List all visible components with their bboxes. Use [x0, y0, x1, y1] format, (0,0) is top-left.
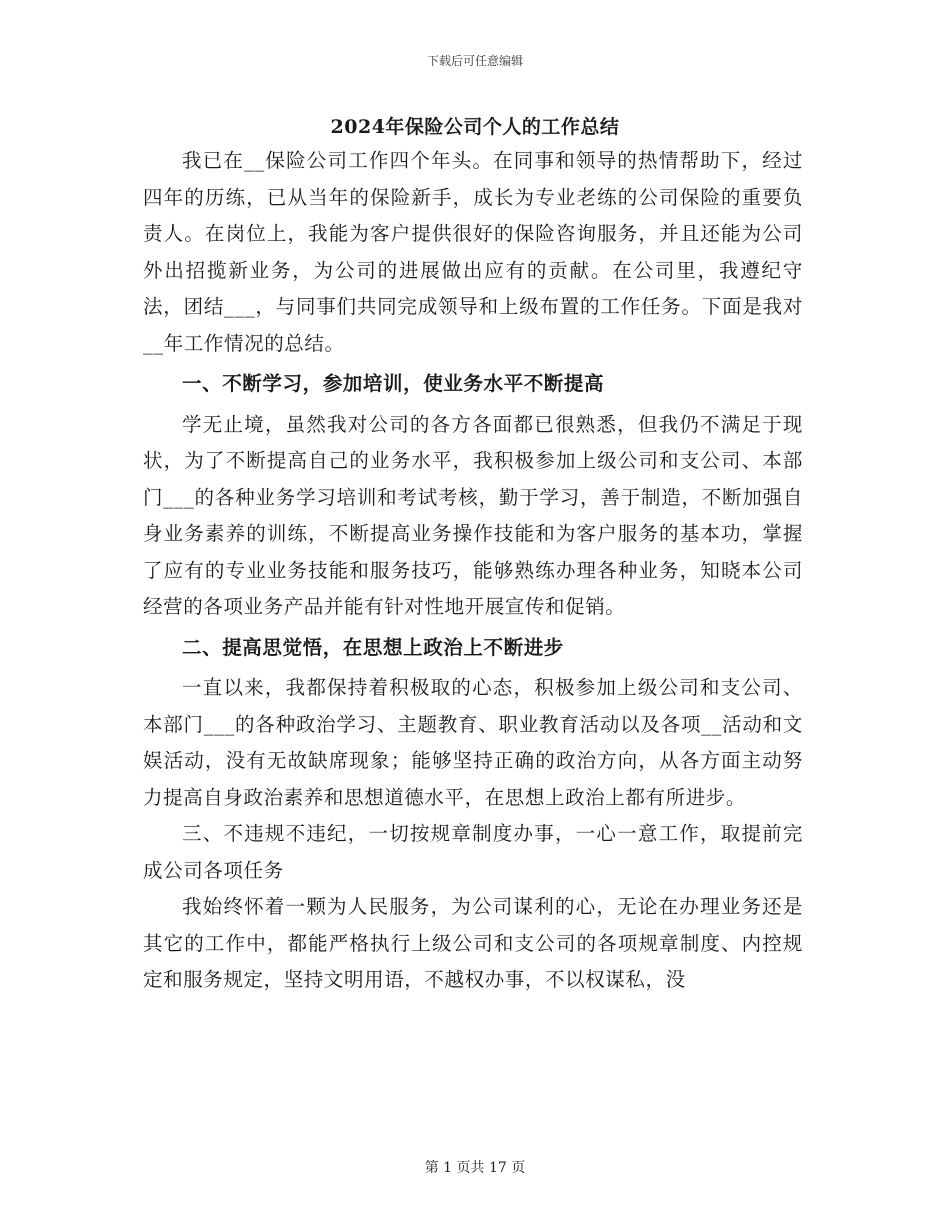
section-heading-3: 三、不违规不违纪，一切按规章制度办事，一心一意工作，取提前完成公司各项任务 — [143, 822, 803, 882]
section-1-paragraph: 学无止境，虽然我对公司的各方各面都已很熟悉，但我仍不满足于现状，为了不断提高自己的业务水平，我积极参加上级公司和支公司、本部门___的各种业务学习培训和考试考核，勤于学习，善于制造，不断加强自身业务素养的训练，不断提高业务操作技能和为客户服务的基本功，掌握了应有的专业业务技能和服务技巧，能够熟练办理各种业务，知晓本公司经营的各项业务产品并能有针对性地开展宣传和促销。 — [143, 412, 803, 618]
document-title: 2024年保险公司个人的工作总结 — [330, 116, 620, 138]
section-heading-1: 一、不断学习，参加培训，使业务水平不断提高 — [182, 372, 605, 395]
section-3-paragraph: 我始终怀着一颗为人民服务，为公司谋利的心，无论在办理业务还是其它的工作中，都能严格执行上级公司和支公司的各项规章制度、内控规定和服务规定，坚持文明用语，不越权办事，不以权谋私，没 — [143, 895, 803, 991]
section-2-paragraph: 一直以来，我都保持着积极取的心态，积极参加上级公司和支公司、本部门___的各种政治学习、主题教育、职业教育活动以及各项__活动和文娱活动，没有无故缺席现象；能够坚持正确的政治方向，从各方面主动努力提高自身政治素养和思想道德水平，在思想上政治上都有所进步。 — [143, 676, 803, 809]
page-number: 第 1 页共 17 页 — [424, 1160, 526, 1176]
page-header-note: 下载后可任意编辑 — [426, 54, 523, 68]
document-body — [143, 143, 803, 999]
intro-paragraph: 我已在__保险公司工作四个年头。在同事和领导的热情帮助下，经过四年的历练，已从当年的保险新手，成长为专业老练的公司保险的重要负责人。在岗位上，我能为客户提供很好的保险咨询服务，并且还能为公司外出招揽新业务，为公司的进展做出应有的贡献。在公司里，我遵纪守法，团结___，与同事们共同完成领导和上级布置的工作任务。下面是我对__年工作情况的总结。 — [143, 149, 803, 355]
section-heading-2: 二、提高思觉悟，在思想上政治上不断进步 — [182, 635, 564, 659]
